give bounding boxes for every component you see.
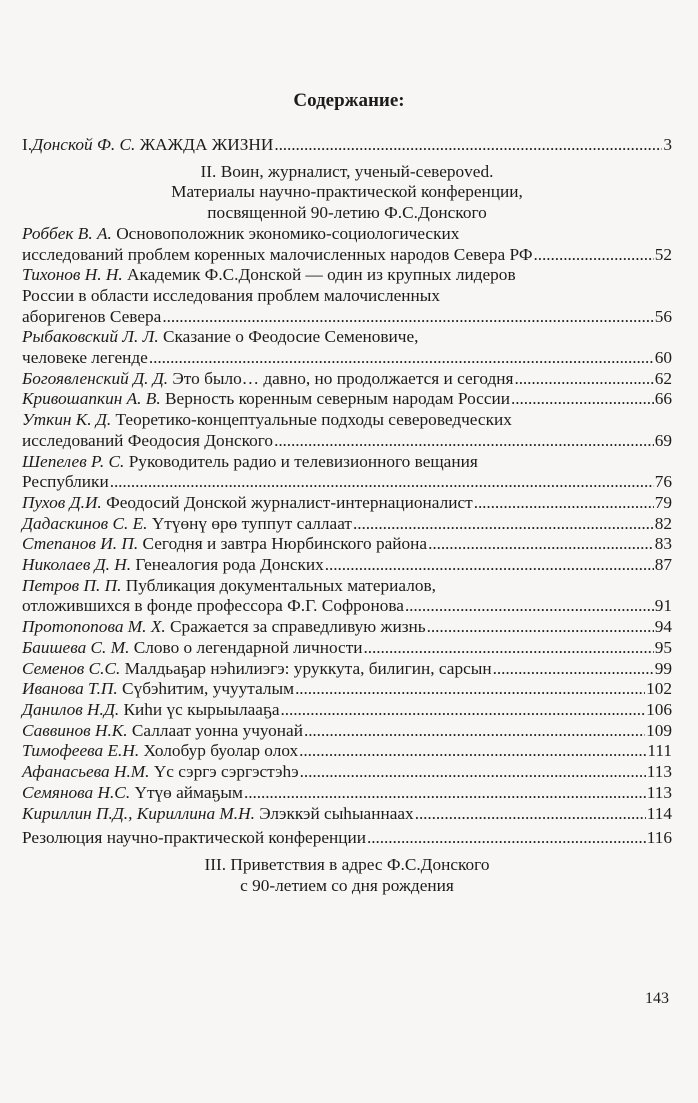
- entry-page: 82: [654, 513, 672, 533]
- dot-leader: [534, 245, 654, 266]
- entry-author: Шепелев Р. С.: [22, 451, 125, 471]
- entry-line: [22, 369, 672, 390]
- toc-entry: [22, 534, 672, 555]
- entry-author: Афанасьева Н.М.: [22, 762, 150, 782]
- toc-entry: [22, 783, 672, 804]
- entry-title: Сегодня и завтра Нюрбинского района: [142, 534, 428, 554]
- entry-author: Кириллин П.Д., Кириллина М.Н.: [22, 803, 255, 823]
- entry-title: Саллаат уонна учуонай: [131, 720, 303, 740]
- entry-line: [22, 431, 672, 452]
- entry-line: [22, 493, 672, 514]
- entry-page: 114: [646, 803, 672, 823]
- entry-page: 95: [654, 637, 672, 657]
- entry-title: Это было… давно, но продолжается и сегодня: [172, 368, 514, 388]
- toc-entry: [22, 576, 672, 617]
- entry-title: Сражается за справедливую жизнь: [170, 617, 426, 637]
- entry-title: Малдьаҕар нэһилиэгэ: уруккута, билигин, сарсын: [124, 658, 492, 678]
- toc-entry: [22, 638, 672, 659]
- entry-title: Республики: [22, 472, 109, 492]
- dot-leader: [274, 431, 654, 452]
- entry-author: Николаев Д. Н.: [22, 555, 132, 575]
- dot-leader: [474, 493, 654, 514]
- entry-title: исследований Феодосия Донского: [22, 430, 274, 450]
- entry-line: [22, 472, 672, 493]
- entry-title: Академик Ф.С.Донской — один из крупных лидеров: [127, 265, 516, 285]
- entry-author: Роббек В. А.: [22, 223, 112, 243]
- toc-entry: [22, 493, 672, 514]
- dot-leader: [295, 679, 645, 700]
- entry-page: 91: [654, 596, 672, 616]
- entry-line: [22, 514, 672, 535]
- entry-author: Петров П. П.: [22, 575, 122, 595]
- entry-title: Резолюция научно-практической конференции: [22, 828, 367, 848]
- entry-author: Протопопова М. Х.: [22, 617, 166, 637]
- dot-leader: [110, 472, 654, 493]
- toc-entry: [22, 265, 672, 327]
- dot-leader: [149, 348, 654, 369]
- entry-title: аборигенов Севера: [22, 306, 162, 326]
- entry-author: Донской Ф. С.: [32, 135, 136, 154]
- entry-line: [22, 700, 672, 721]
- entry-author: Данилов Н.Д.: [22, 699, 120, 719]
- toc-entry: [22, 410, 672, 451]
- entry-line: [22, 265, 672, 286]
- entry-line: [22, 534, 672, 555]
- entry-author: Иванова Т.П.: [22, 679, 118, 699]
- entry-page: 87: [654, 555, 672, 575]
- heading-line: посвященной 90-летию Ф.С.Донского: [207, 203, 487, 223]
- toc-entry: [22, 700, 672, 721]
- entry-title: Сказание о Феодосие Семеновиче,: [162, 327, 419, 347]
- dot-leader: [325, 555, 654, 576]
- entry-title: Үтүөнү өрө туппут саллаат: [151, 513, 352, 533]
- entry-page: 113: [646, 762, 672, 782]
- entry-page: 106: [646, 699, 672, 719]
- entry-page: 99: [654, 658, 672, 678]
- entry-author: Дадаскинов С. Е.: [22, 513, 148, 533]
- dot-leader: [405, 596, 654, 617]
- entry-line: [22, 596, 672, 617]
- toc-entry: [22, 741, 672, 762]
- entry-page: 3: [663, 135, 672, 154]
- dot-leader: [415, 804, 646, 825]
- entry-line: [22, 741, 672, 762]
- entry-line: [22, 679, 672, 700]
- entry-page: 83: [654, 534, 672, 554]
- page-title: Содержание:: [293, 90, 405, 111]
- entry-line: [22, 452, 672, 473]
- entry-line: [22, 638, 672, 659]
- entry-list: [22, 224, 672, 824]
- heading-line: Материалы научно-практической конференции,: [171, 182, 523, 202]
- toc-entry: [22, 369, 672, 390]
- entry-author: Саввинов Н.К.: [22, 720, 128, 740]
- toc-entry: [22, 555, 672, 576]
- entry-title: Руководитель радио и телевизионного вещания: [128, 451, 478, 471]
- entry-page: 60: [654, 348, 672, 368]
- entry-line: [22, 307, 672, 328]
- entry-title: Публикация документальных материалов,: [125, 575, 436, 595]
- entry-line: [22, 410, 672, 431]
- toc-entry-resolution: [22, 828, 672, 849]
- entry-author: Уткин К. Д.: [22, 410, 112, 430]
- entry-title: Феодосий Донской журналист-интернационалист: [106, 492, 473, 512]
- heading-line: II. Воин, журналист, ученый-североved.: [200, 161, 494, 181]
- entry-line: [22, 721, 672, 742]
- entry-line: [22, 555, 672, 576]
- entry-page: 111: [647, 741, 672, 761]
- entry-line: [22, 762, 672, 783]
- entry-author: Рыбаковский Л. Л.: [22, 327, 159, 347]
- entry-author: Семенов С.С.: [22, 658, 121, 678]
- toc-entry: [22, 804, 672, 825]
- entry-title: Үс сэргэ сэргэстэһэ: [153, 762, 299, 782]
- entry-title: Сүбэһитим, учууталым: [122, 679, 295, 699]
- entry-title: Холобур буолар олох: [143, 741, 299, 761]
- entry-line: [22, 224, 672, 245]
- toc-entry: [22, 224, 672, 265]
- toc-entry: [22, 617, 672, 638]
- entry-title: Основоположник экономико-социологических: [116, 223, 460, 243]
- entry-author: Степанов И. П.: [22, 534, 139, 554]
- entry-title: Үтүө аймаҕым: [134, 782, 243, 802]
- dot-leader: [511, 389, 654, 410]
- entry-line: [22, 783, 672, 804]
- entry-author: Баишева С. М.: [22, 637, 130, 657]
- entry-line: [22, 348, 672, 369]
- dot-leader: [514, 369, 653, 390]
- entry-line: [22, 804, 672, 825]
- entry-title: Теоретико-концептуальные подходы североведческих: [115, 410, 512, 430]
- entry-line: [22, 327, 672, 348]
- heading-line: III. Приветствия в адрес Ф.С.Донского: [204, 854, 490, 874]
- toc-entry-part1: [22, 135, 672, 156]
- toc-entry: [22, 762, 672, 783]
- entry-title: Слово о легендарной личности: [133, 637, 363, 657]
- entry-title: отложившихся в фонде профессора Ф.Г. Софронова: [22, 596, 404, 616]
- entry-page: 113: [646, 782, 672, 802]
- section-2-heading: [22, 162, 672, 224]
- dot-leader: [353, 514, 654, 535]
- toc-entry: [22, 452, 672, 493]
- entry-line: [22, 286, 672, 307]
- entry-title: Верность коренным северным народам России: [165, 389, 510, 409]
- dot-leader: [427, 617, 654, 638]
- entry-title: ЖАЖДА ЖИЗНИ: [139, 135, 274, 154]
- entry-title: России в области исследования проблем малочисленных: [22, 285, 440, 305]
- entry-line: [22, 617, 672, 638]
- toc-entry: [22, 721, 672, 742]
- dot-leader: [367, 828, 646, 849]
- dot-leader: [493, 659, 654, 680]
- part-prefix: I.: [22, 135, 33, 154]
- entry-line: [22, 245, 672, 266]
- entry-page: 52: [654, 244, 672, 264]
- toc-entry: [22, 659, 672, 680]
- dot-leader: [244, 783, 646, 804]
- entry-author: Тихонов Н. Н.: [22, 265, 123, 285]
- entry-page: 62: [654, 368, 672, 388]
- dot-leader: [162, 307, 653, 328]
- entry-title: Генеалогия рода Донских: [135, 555, 324, 575]
- entry-author: Кривошапкин А. В.: [22, 389, 161, 409]
- entry-author: Пухов Д.И.: [22, 492, 102, 512]
- entry-page: 66: [654, 389, 672, 409]
- entry-title: исследований проблем коренных малочисленных народов Севера РФ: [22, 244, 533, 264]
- entry-author: Богоявленский Д. Д.: [22, 368, 169, 388]
- entry-page: 76: [654, 472, 672, 492]
- entry-page: 69: [654, 430, 672, 450]
- entry-author: Тимофеева Е.Н.: [22, 741, 140, 761]
- dot-leader: [274, 135, 662, 156]
- section-3-heading: [22, 855, 672, 896]
- entry-page: 79: [654, 492, 672, 512]
- dot-leader: [281, 700, 646, 721]
- toc-entry: [22, 679, 672, 700]
- heading-line: с 90-летием со дня рождения: [240, 875, 454, 895]
- entry-page: 56: [654, 306, 672, 326]
- dot-leader: [364, 638, 654, 659]
- dot-leader: [304, 721, 645, 742]
- toc-entry: [22, 514, 672, 535]
- entry-title: Киһи үс кырыылааҕа: [123, 699, 280, 719]
- toc-entry: [22, 389, 672, 410]
- entry-page: 94: [654, 617, 672, 637]
- entry-title: человеке легенде: [22, 348, 148, 368]
- dot-leader: [428, 534, 654, 555]
- dot-leader: [300, 762, 646, 783]
- dot-leader: [299, 741, 646, 762]
- table-of-contents: [22, 135, 672, 896]
- entry-author: Семянова Н.С.: [22, 782, 131, 802]
- entry-page: 116: [646, 828, 672, 848]
- entry-title: Элэккэй сыһыаннаах: [259, 803, 414, 823]
- entry-line: [22, 576, 672, 597]
- toc-entry: [22, 327, 672, 368]
- entry-page: 109: [646, 720, 672, 740]
- entry-page: 102: [646, 679, 672, 699]
- entry-line: [22, 659, 672, 680]
- page-number: 143: [645, 990, 669, 1007]
- entry-line: [22, 389, 672, 410]
